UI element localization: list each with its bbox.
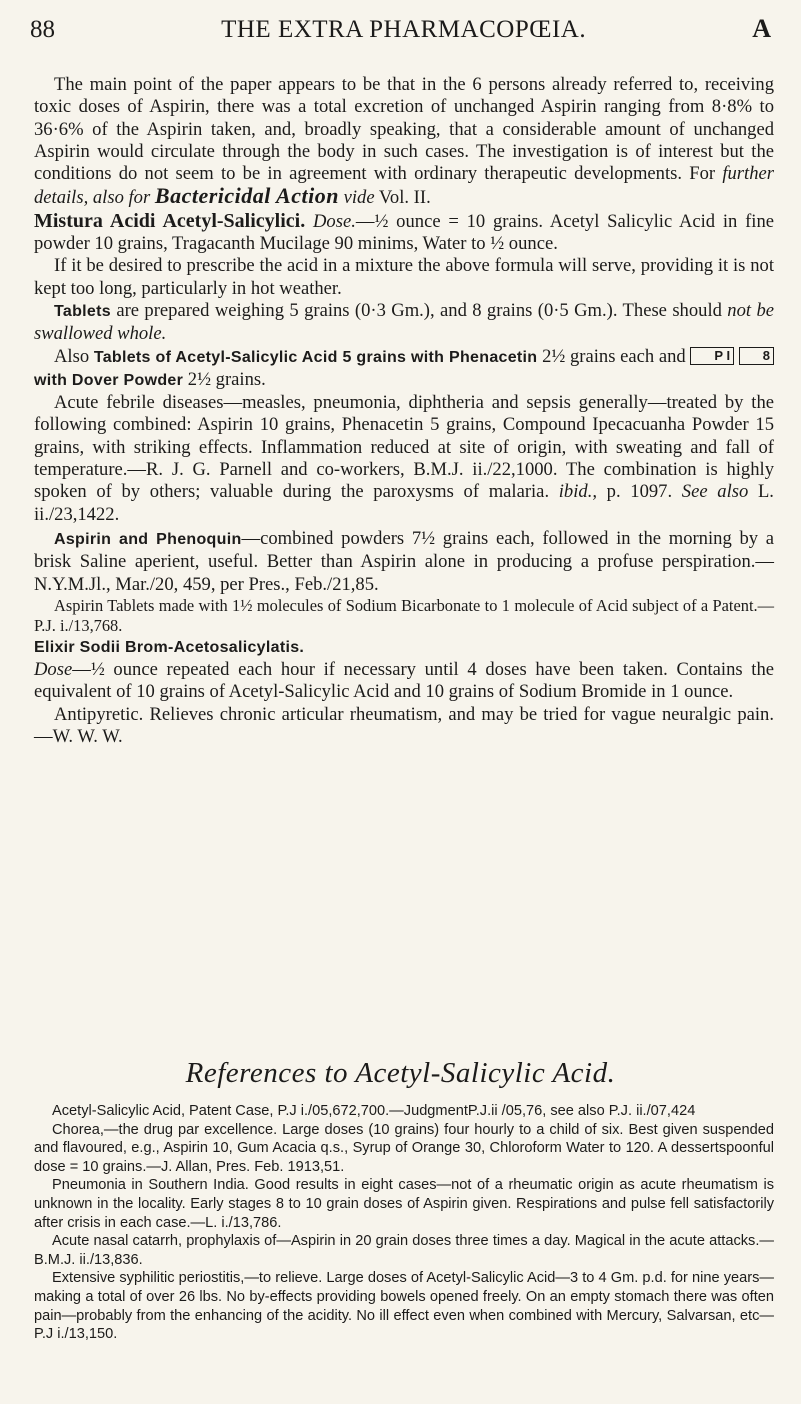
paragraph-also-tablets — [34, 346, 774, 393]
volume-ref: Vol. II. — [378, 187, 431, 209]
paragraph-elixir — [34, 636, 774, 659]
paragraph-elixir-dose — [34, 659, 774, 704]
tablets-text: are prepared weighing 5 grains (0·3 Gm.), and 8 grains (0·5 Gm.). These should — [116, 299, 728, 321]
reference-item: Acetyl-Salicylic Acid, Patent Case, P.J i./05,672,700.—JudgmentP.J.ii /05,76, see also P.J. ii./07,424 — [52, 1103, 696, 1119]
bactericidal-action-heading: Bactericidal Action — [154, 183, 339, 209]
paragraph-mixture: If it be desired to prescribe the acid in a mixture the above formula will serve, providing it is not kept too long, particularly in hot weather. — [34, 255, 774, 299]
tablets-heading: Tablets — [54, 302, 111, 320]
further-details-lead: For — [689, 163, 723, 185]
product-mark-badge: P I — [690, 347, 734, 365]
mistura-heading: Mistura Acidi Acetyl-Salicylici. — [34, 209, 306, 232]
dover-powder-heading: with Dover Powder — [34, 371, 184, 389]
febrile-text: Acute febrile diseases—measles, pneumonia, diphtheria and sepsis generally—treated by the following combined: Aspirin 10 grains, Phenacetin 5 grains, Compound Ipecacuanha Powder 15 grains, with striking effects. Inflammation reduced at site of origin, with sweating and fall of temperature.—R. J. G. Parnell and co-workers, B.M.J. ii./22,1000. The combination is highly spoken of by others; valuable during the paroxysms of malaria. — [34, 392, 774, 503]
also-text: Also — [54, 345, 94, 367]
paragraph-tablets — [34, 300, 774, 346]
section-letter: A — [752, 14, 771, 43]
vide-text: vide — [343, 187, 375, 209]
see-also-text: See also — [681, 481, 749, 503]
references-list — [34, 1102, 774, 1344]
mistura-text: —½ ounce = 10 grains. Acetyl Salicylic Acid in fine powder 10 grains, Tragacanth Mucilage 90 minims, Water to ½ ounce. — [34, 210, 774, 255]
phenoquin-text: —combined powders 7½ grains each, followed in the morning by a brisk Saline aperient, useful. Better than Aspirin alone in producing a profuse perspiration.—N.Y.M.Jl., Mar./20, 459, per Pres., Feb./21,85. — [34, 527, 774, 595]
dover-powder-dose: 2½ grains. — [187, 368, 266, 390]
running-head: THE EXTRA PHARMACOPŒIA. — [221, 16, 587, 43]
febrile-page: p. 1097. — [606, 481, 673, 503]
product-mark-badge-2: 8 — [739, 347, 774, 365]
paragraph-antipyretic: Antipyretic. Relieves chronic articular rheumatism, and may be tried for vague neuralgic pain.—W. W. W. — [34, 703, 774, 748]
paragraph-phenoquin — [34, 528, 774, 596]
reference-item: Pneumonia in Southern India. Good results in eight cases—not of a rheumatic origin as acute rheumatism is unknown in the locality. Early stages 8 to 10 grain doses of Aspirin given. Respirations and pulse fell satisfactorily after crisis in each case.—L. i./13,786. — [34, 1177, 774, 1231]
combo-tablets-text: 2½ grains each and — [542, 345, 686, 367]
elixir-text: —½ ounce repeated each hour if necessary until 4 doses have been taken. Contains the equivalent of 10 grains of Acetyl-Salicylic Acid and 10 grains of Sodium Bromide in 1 ounce. — [34, 659, 774, 703]
elixir-dose-label: Dose — [34, 659, 73, 681]
page-header — [30, 14, 771, 50]
tablets-italic: not be swallowed whole. — [34, 299, 774, 345]
reference-item: Chorea,—the drug par excellence. Large doses (10 grains) four hourly to a child of six. Best given suspended and flavoured, e.g., Aspirin 10, Gum Acacia q.s., Syrup of Orange 30, Chloroform Water to 120. A dessertspoonful dose = 10 grains.—J. Allan, Pres. Feb. 1913,51. — [34, 1121, 774, 1175]
further-details-italic: further details, also for — [34, 163, 774, 209]
references-title: References to Acetyl-Salicylic Acid. — [185, 1057, 616, 1089]
main-point-text: The main point of the paper appears to be that in the 6 persons already referred to, receiving toxic doses of Aspirin, there was a total excretion of unchanged Aspirin ranging from 8·8% to 36·6% of the Aspirin taken, and, broadly speaking, that a considerable amount of unchanged Aspirin would circulate through the body in such cases. The investigation is of interest but the conditions do not seem to be in agreement with ordinary therapeutic developments. — [34, 74, 774, 185]
combo-tablets-heading: Tablets of Acetyl-Salicylic Acid 5 grains with Phenacetin — [93, 348, 538, 366]
paragraph-febrile — [34, 392, 774, 526]
body-text — [34, 74, 774, 748]
paragraph-main-point — [34, 74, 774, 210]
paragraph-mistura — [34, 210, 774, 256]
paragraph-tablets-patent: Aspirin Tablets made with 1½ molecules of Sodium Bicarbonate to 1 molecule of Acid subject of a Patent.—P.J. i./13,768. — [34, 595, 774, 635]
elixir-heading: Elixir Sodii Brom-Acetosalicylatis. — [34, 638, 305, 656]
ibid-text: ibid., — [558, 481, 597, 503]
reference-item: Acute nasal catarrh, prophylaxis of—Aspirin in 20 grain doses three times a day. Magical in the acute attacks.—B.M.J. ii./13,836. — [34, 1233, 774, 1268]
phenoquin-heading: Aspirin and Phenoquin — [54, 530, 242, 548]
page-number: 88 — [30, 16, 55, 43]
mistura-dose-label: Dose. — [313, 210, 356, 232]
febrile-ref: L. ii./23,1422. — [34, 481, 774, 525]
reference-item: Extensive syphilitic periostitis,—to relieve. Large doses of Acetyl-Salicylic Acid—3 to 4 Gm. p.d. for nine years—making a total of over 26 lbs. No by-effects providing bowels opened freely. On an empty stomach there was often pain—probably from the enhancing of the acidity. No ill effect even when combined with Mercury, Salvarsan, etc—P.J i./13,150. — [34, 1270, 774, 1343]
